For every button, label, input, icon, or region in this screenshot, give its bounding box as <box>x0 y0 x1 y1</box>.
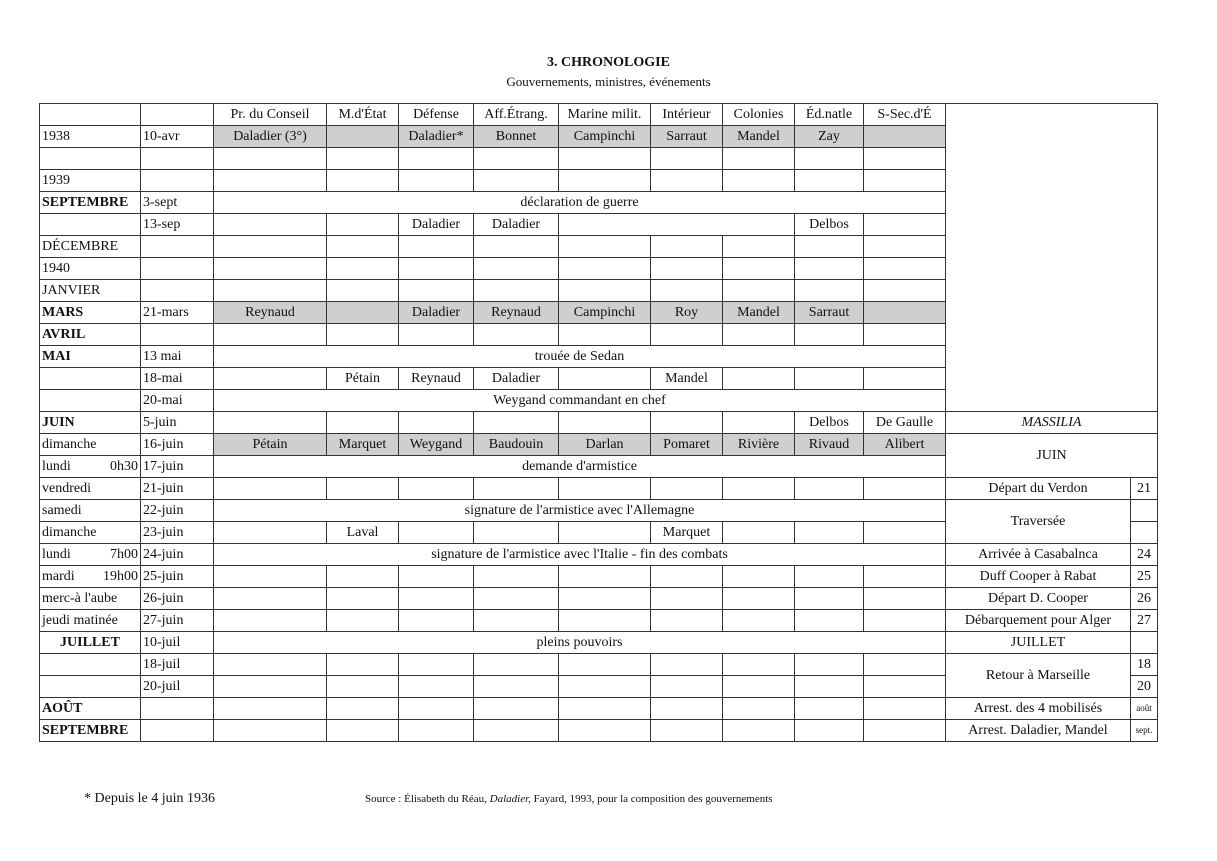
date-cell: 24-juin <box>141 544 214 566</box>
header-cell: Éd.natle <box>795 104 864 126</box>
event-cell: Weygand commandant en chef <box>214 390 946 412</box>
footnote: * Depuis le 4 juin 1936 <box>84 791 216 806</box>
period-cell: JUIN <box>40 412 141 434</box>
period-cell: JUILLET <box>40 632 141 654</box>
period-cell: AVRIL <box>40 324 141 346</box>
period-cell: JANVIER <box>40 280 141 302</box>
period-cell: DÉCEMBRE <box>40 236 141 258</box>
event-cell: pleins pouvoirs <box>214 632 946 654</box>
period-cell: dimanche <box>40 522 141 544</box>
minister-cell <box>327 126 399 148</box>
event-cell: signature de l'armistice avec l'Italie - fin des combats <box>214 544 946 566</box>
date-cell: 18-mai <box>141 368 214 390</box>
minister-cell: Daladier <box>399 302 474 324</box>
table-row <box>40 720 1158 742</box>
side-day: 20 <box>1131 676 1158 698</box>
minister-cell: De Gaulle <box>864 412 946 434</box>
date-cell: 17-juin <box>141 456 214 478</box>
side-day: 21 <box>1131 478 1158 500</box>
page-title: 3. CHRONOLOGIE <box>547 55 670 70</box>
minister-cell: Baudouin <box>474 434 559 456</box>
period-cell: SEPTEMBRE <box>40 720 141 742</box>
date-cell: 5-juin <box>141 412 214 434</box>
period-cell: dimanche <box>40 434 141 456</box>
date-cell: 20-juil <box>141 676 214 698</box>
minister-cell: Sarraut <box>795 302 864 324</box>
period-cell: merc-à l'aube <box>40 588 141 610</box>
event-cell: demande d'armistice <box>214 456 946 478</box>
source-note: Source : Élisabeth du Réau, Daladier, Fayard, 1993, pour la composition des gouvernements <box>365 793 773 805</box>
minister-cell: Bonnet <box>474 126 559 148</box>
date-cell: 16-juin <box>141 434 214 456</box>
table-row <box>40 632 1158 654</box>
date-cell: 22-juin <box>141 500 214 522</box>
side-event: Arrest. Daladier, Mandel <box>946 720 1131 742</box>
minister-cell: Delbos <box>795 214 864 236</box>
minister-cell: Campinchi <box>559 302 651 324</box>
table-row <box>40 434 1158 456</box>
table-row <box>40 478 1158 500</box>
header-cell: Défense <box>399 104 474 126</box>
event-cell: trouée de Sedan <box>214 346 946 368</box>
period-cell: mardi 19h00 <box>40 566 141 588</box>
side-event: Duff Cooper à Rabat <box>946 566 1131 588</box>
minister-cell: Rivière <box>723 434 795 456</box>
minister-cell: Alibert <box>864 434 946 456</box>
date-cell: 27-juin <box>141 610 214 632</box>
side-event: Départ du Verdon <box>946 478 1131 500</box>
table-row <box>40 654 1158 676</box>
date-cell: 21-mars <box>141 302 214 324</box>
period-cell: MARS <box>40 302 141 324</box>
date-cell: 3-sept <box>141 192 214 214</box>
header-cell: Pr. du Conseil <box>214 104 327 126</box>
side-event: Arrivée à Casabalnca <box>946 544 1131 566</box>
table-row <box>40 500 1158 522</box>
minister-cell: Mandel <box>723 126 795 148</box>
period-cell: jeudi matinée <box>40 610 141 632</box>
minister-cell: Daladier <box>474 368 559 390</box>
minister-cell: Roy <box>651 302 723 324</box>
date-cell: 18-juil <box>141 654 214 676</box>
side-event: Traversée <box>946 500 1131 544</box>
header-cell: Intérieur <box>651 104 723 126</box>
minister-cell: Pétain <box>327 368 399 390</box>
table-row <box>40 588 1158 610</box>
period-cell: lundi 7h00 <box>40 544 141 566</box>
side-day: août <box>1131 698 1158 720</box>
minister-cell: Weygand <box>399 434 474 456</box>
date-cell: 25-juin <box>141 566 214 588</box>
header-cell: M.d'État <box>327 104 399 126</box>
minister-cell: Reynaud <box>399 368 474 390</box>
date-cell: 10-avr <box>141 126 214 148</box>
date-cell: 23-juin <box>141 522 214 544</box>
date-cell: 13-sep <box>141 214 214 236</box>
table-row <box>40 544 1158 566</box>
minister-cell: Mandel <box>651 368 723 390</box>
minister-cell: Delbos <box>795 412 864 434</box>
minister-cell: Pomaret <box>651 434 723 456</box>
event-cell: déclaration de guerre <box>214 192 946 214</box>
table-row <box>40 412 1158 434</box>
date-cell: 20-mai <box>141 390 214 412</box>
minister-cell: Marquet <box>651 522 723 544</box>
chronology-table <box>39 103 1158 742</box>
minister-cell <box>864 126 946 148</box>
side-day: 18 <box>1131 654 1158 676</box>
side-heading: JUIN <box>946 434 1158 478</box>
minister-cell: Mandel <box>723 302 795 324</box>
side-event: Arrest. des 4 mobilisés <box>946 698 1131 720</box>
side-heading: JUILLET <box>946 632 1131 654</box>
period-cell: AOÛT <box>40 698 141 720</box>
side-day: 27 <box>1131 610 1158 632</box>
header-cell: Marine milit. <box>559 104 651 126</box>
period-cell: SEPTEMBRE <box>40 192 141 214</box>
minister-cell: Reynaud <box>474 302 559 324</box>
minister-cell: Campinchi <box>559 126 651 148</box>
side-day: sept. <box>1131 720 1158 742</box>
minister-cell: Marquet <box>327 434 399 456</box>
minister-cell: Zay <box>795 126 864 148</box>
side-day: 26 <box>1131 588 1158 610</box>
side-day: 24 <box>1131 544 1158 566</box>
header-cell: S-Sec.d'É <box>864 104 946 126</box>
period-cell: 1939 <box>40 170 141 192</box>
header-row <box>40 104 1158 126</box>
side-day: 25 <box>1131 566 1158 588</box>
minister-cell: Daladier* <box>399 126 474 148</box>
side-blank <box>946 104 1158 412</box>
period-cell: lundi 0h30 <box>40 456 141 478</box>
date-cell: 21-juin <box>141 478 214 500</box>
header-cell: Aff.Étrang. <box>474 104 559 126</box>
page-subtitle: Gouvernements, ministres, événements <box>506 74 711 89</box>
minister-cell: Daladier <box>399 214 474 236</box>
period-cell: vendredi <box>40 478 141 500</box>
minister-cell: Daladier <box>474 214 559 236</box>
minister-cell: Daladier (3°) <box>214 126 327 148</box>
side-heading: MASSILIA <box>946 412 1158 434</box>
table-row <box>40 566 1158 588</box>
period-cell: 1938 <box>40 126 141 148</box>
side-event: Retour à Marseille <box>946 654 1131 698</box>
minister-cell <box>864 302 946 324</box>
date-cell: 26-juin <box>141 588 214 610</box>
minister-cell: Rivaud <box>795 434 864 456</box>
minister-cell: Sarraut <box>651 126 723 148</box>
date-cell: 13 mai <box>141 346 214 368</box>
minister-cell: Darlan <box>559 434 651 456</box>
side-event: Débarquement pour Alger <box>946 610 1131 632</box>
period-cell: MAI <box>40 346 141 368</box>
minister-cell: Reynaud <box>214 302 327 324</box>
minister-cell: Pétain <box>214 434 327 456</box>
minister-cell <box>327 302 399 324</box>
period-cell: 1940 <box>40 258 141 280</box>
table-row <box>40 610 1158 632</box>
header-cell: Colonies <box>723 104 795 126</box>
minister-cell: Laval <box>327 522 399 544</box>
date-cell: 10-juil <box>141 632 214 654</box>
table-row <box>40 698 1158 720</box>
period-cell: samedi <box>40 500 141 522</box>
side-event: Départ D. Cooper <box>946 588 1131 610</box>
event-cell: signature de l'armistice avec l'Allemagne <box>214 500 946 522</box>
